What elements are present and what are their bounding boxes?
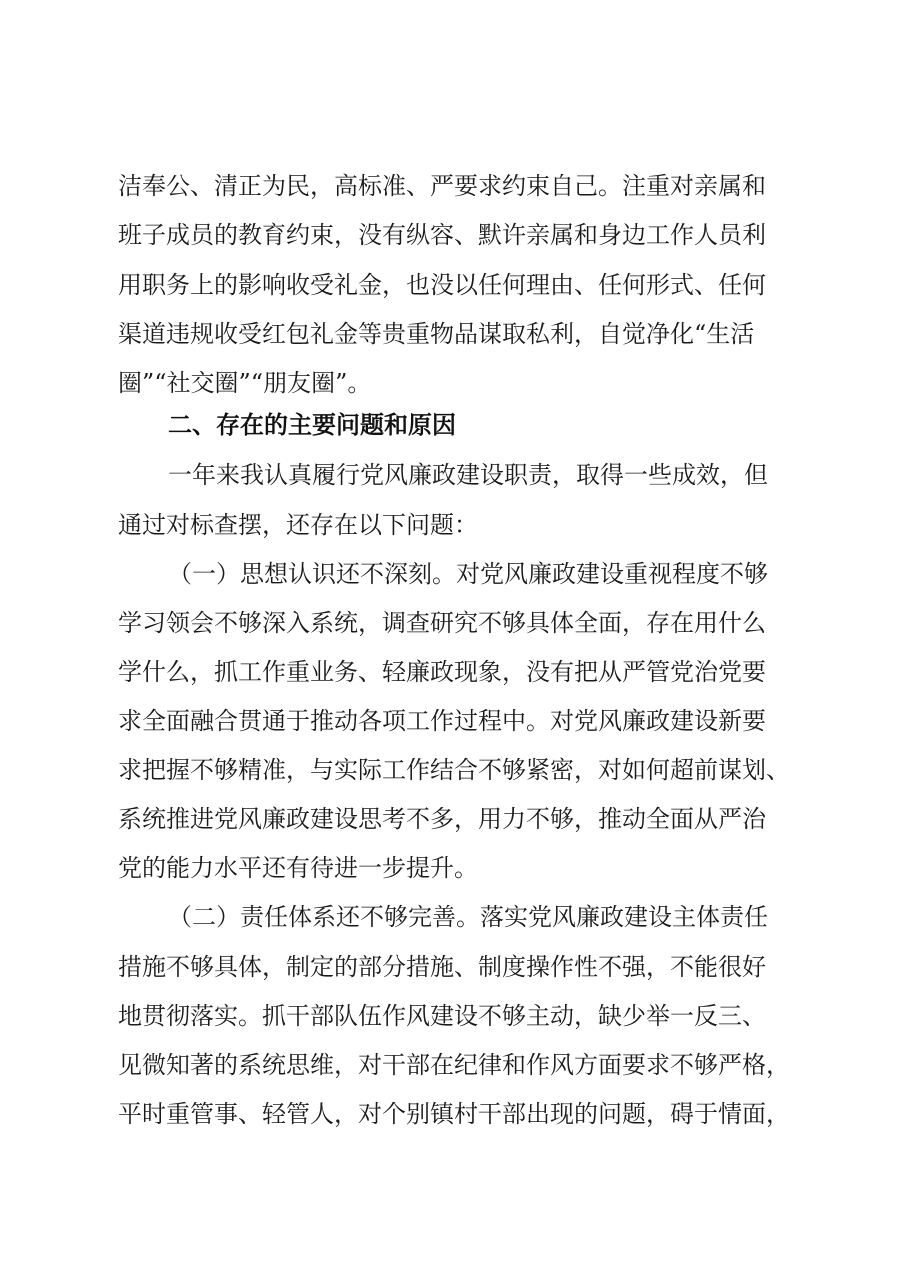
body-text-line: 系统推进党风廉政建设思考不多，用力不够，推动全面从严治: [118, 805, 766, 833]
body-text-line: 用职务上的影响收受礼金，也没以任何理由、任何形式、任何: [118, 271, 766, 299]
body-text-line: 地贯彻落实。抓干部队伍作风建设不够主动，缺少举一反三、: [118, 1002, 766, 1030]
body-text-line: 党的能力水平还有待进一步提升。: [118, 854, 478, 882]
body-text-line: 一年来我认真履行党风廉政建设职责，取得一些成效，但: [168, 461, 768, 489]
section-heading: 二、存在的主要问题和原因: [168, 411, 456, 439]
body-text-line: 学习领会不够深入系统，调查研究不够具体全面，存在用什么: [118, 609, 766, 637]
body-text-line: 见微知著的系统思维，对干部在纪律和作风方面要求不够严格，: [118, 1051, 790, 1079]
body-text-line: 平时重管事、轻管人，对个别镇村干部出现的问题，碍于情面，: [118, 1100, 790, 1128]
body-text-line: 通过对标查摆，还存在以下问题：: [118, 511, 478, 539]
body-text-line: 求全面融合贯通于推动各项工作过程中。对党风廉政建设新要: [118, 707, 766, 735]
body-text-line: （一）思想认识还不深刻。对党风廉政建设重视程度不够: [168, 560, 768, 588]
body-text-line: 求把握不够精准，与实际工作结合不够紧密，对如何超前谋划、: [118, 756, 790, 784]
body-text-line: 渠道违规收受红包礼金等贵重物品谋取私利，自觉净化“生活: [118, 320, 755, 348]
body-text-line: 措施不够具体，制定的部分措施、制度操作性不强，不能很好: [118, 953, 766, 981]
body-text-line: 圈”“社交圈”“朋友圈”。: [118, 369, 372, 397]
body-text-line: 洁奉公、清正为民，高标准、严要求约束自己。注重对亲属和: [118, 172, 766, 200]
body-text-line: （二）责任体系还不够完善。落实党风廉政建设主体责任: [168, 903, 768, 931]
body-text-line: 学什么，抓工作重业务、轻廉政现象，没有把从严管党治党要: [118, 658, 766, 686]
body-text-line: 班子成员的教育约束，没有纵容、默许亲属和身边工作人员利: [118, 221, 766, 249]
